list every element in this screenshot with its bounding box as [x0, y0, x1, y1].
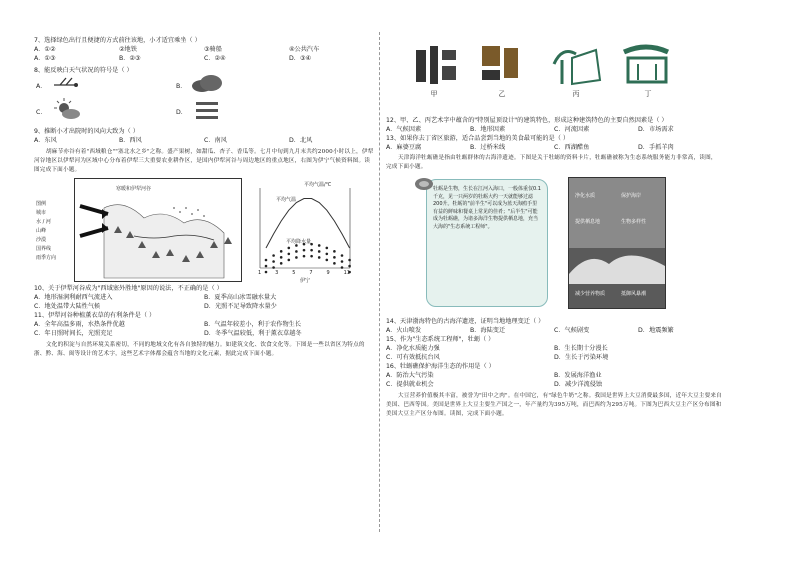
sun-cloud-icon [52, 97, 82, 123]
q7-options-a: A．①② ②地铁 ③骑船 ④公共汽车 [34, 46, 320, 53]
q12-options: A．气候因素 B．地形因素 C．河流因素 D．市场需求 [386, 126, 674, 133]
rain-dot [326, 247, 329, 250]
q7-options-b: A．①③ B．②③ C．②④ D．③④ [34, 55, 312, 62]
rain-dot [348, 259, 351, 262]
fog-icon [194, 99, 220, 121]
rain-dot [303, 249, 306, 252]
q11-options-a: A．全年高温多雨，水热条件优越 B．气温年较差小，利于农作物生长 [34, 321, 302, 328]
yili-map [74, 178, 242, 282]
cloud-icon [190, 73, 224, 93]
rain-dot [288, 259, 291, 262]
art-qian [482, 46, 518, 80]
rain-dot [303, 255, 306, 258]
q10-options-b: C．地处温带大陆性气候 D．光照不足导致降水量少 [34, 303, 277, 310]
q14-options: A．火山喷发 B．海陆变迁 C．气候剧变 D．地震频繁 [386, 327, 674, 334]
rain-dot [341, 266, 344, 269]
rain-dot [318, 256, 321, 259]
rain-dot [295, 256, 298, 259]
map-figure [34, 178, 374, 284]
question-9: 9、推断小才出院时的风向大致为（ ） [34, 128, 139, 135]
rain-dot [310, 255, 313, 258]
rain-dot [272, 260, 275, 263]
q11-options-b: C．年日照时间长，光照充足 D．冬季气温较低，利于薰衣草越冬 [34, 330, 302, 337]
oyster-reef-icon [569, 244, 665, 284]
temp-label: 平均气温 [276, 197, 297, 203]
rain-dot [272, 266, 275, 269]
passage-culture: 文化的积淀与自然环境关系密切，不同的地域文化有各自独特的魅力。如建筑文化、饮食文化等。下图是一些以省区为特点的浙、黔、海、闽等设计的艺术字，这些艺术字体都会蕴含当地的文化元素，据此完成下面小题。 [34, 342, 365, 357]
left-column [34, 36, 374, 359]
climate-chart [246, 178, 370, 282]
rain-dot [272, 254, 275, 257]
rain-dot [348, 265, 351, 268]
q10-options-a: A．地形湿润利耐西气流进入 B．夏季高山冰雪融水量大 [34, 294, 277, 301]
q16-options-a: A．防治大气污染 B．发展海洋渔业 [386, 372, 602, 379]
rain-dot [280, 250, 283, 253]
question-8: 8、能反映白天气状况的符号是（ ） [34, 67, 133, 74]
q15-options-b: C．可有效抵抗台风 D．生长于污染环境 [386, 354, 609, 361]
q8-weather-options: A． B． C． D． [34, 75, 374, 127]
svg-text:丁: 丁 [644, 90, 652, 98]
oyster-figure [386, 175, 722, 317]
rain-dot [326, 253, 329, 256]
question-12: 12、甲、乙、丙艺术字中蕴含的"特别屋顶设计"的建筑特色，形成这种建筑特色的主要自然因素是（ ） [386, 117, 668, 124]
calligraphy-art [386, 40, 722, 98]
svg-text:寒暖和伊犁河谷: 寒暖和伊犁河谷 [116, 186, 152, 192]
oyster-info-card: 牡蛎是生物，生长在江河入海口，一般体重仅0.1千克，见一只两岁的牡蛎大约一天就能够过滤200升。牡蛎的"前半生"可以成为蓝天海鸥手里有益的鲜味和餐桌上常见的佳肴；"后半生"可能成为牡蛎礁，为诸多海洋生物提供栖息地，充当大海的"生态系统工程师"。 [426, 179, 548, 307]
rain-dot [310, 249, 313, 252]
rain-dot [288, 253, 291, 256]
svg-text:丙: 丙 [572, 90, 580, 98]
passage-yili: 胡麻节亦谷有着"西域粮仓""塞北水之乡"之称。盛产果树，如甜瓜、杏子、香瓜等。七月中旬到九月末共约2000小时以上，伊犁河谷地区以伊犁河为区域中心分布着伊犁三大重要农业耕作区，是国内伊犁河谷与周边地区的重点地区，右图为伊宁气候资料图。读图完成下面小题。 [34, 149, 374, 173]
oyster-icon [414, 175, 434, 193]
question-10: 10、关于伊犁河谷成为"西域塞外胜地"原因的说法，不正确的是（ ） [34, 285, 223, 292]
rainfall-marks [265, 243, 351, 273]
rain-dot [318, 244, 321, 247]
q9-options: A．东风 B．西风 C．南风 D．北风 [34, 137, 313, 144]
city-label: 伊宁 [300, 278, 311, 284]
question-13: 13、如果你去丁省区旅游，适合品尝到当地的美食最可能的是（ ） [386, 135, 570, 142]
passage-soybean: 大豆营养价值极其丰富，被誉为"田中之肉"。在中国它，有"绿色牛奶"之称。我国是世界上大豆消费最多国，近年大豆主要来自美国、巴西等国。美国是世界上大豆主要生产国之一，年产量约为395万吨，而巴西约为295万吨。下图为巴西大豆主产区分布图和美国大豆主产区分布图。读图，完成下面小题。 [386, 393, 722, 417]
rain-dot [333, 256, 336, 259]
q16-options-b: C．提供就业机会 D．减少洋流侵蚀 [386, 381, 603, 388]
art-min [624, 47, 668, 82]
art-qiong [554, 50, 600, 84]
rain-dot [326, 259, 329, 262]
month-axis: 1 3 5 7 9 11 [258, 270, 350, 276]
right-column [386, 40, 722, 419]
map-legend: 图例 城市 水 / 河 山峰 沙漠 国界线 雨季方向 [36, 201, 57, 261]
oyster-poster: 净化水质 保护海岸 提供栖息地 生物多样性 减少营养物质 抵御风暴潮 [568, 177, 666, 309]
q15-options-a: A．净化水质能力强 B．生长期十分漫长 [386, 345, 608, 352]
rain-dot [333, 262, 336, 265]
rain-dot [280, 262, 283, 265]
question-14: 14、天津渤海特色的古海洋遗迹，证明当地地理变迁（ ） [386, 318, 545, 325]
rain-dot [341, 260, 344, 263]
rain-dot [265, 259, 268, 262]
rain-dot [295, 250, 298, 253]
svg-text:乙: 乙 [498, 90, 506, 98]
rain-dot [265, 265, 268, 268]
rain-dot [341, 254, 344, 257]
question-11: 11、伊犁河谷种植薰衣草的有利条件是（ ） [34, 312, 156, 319]
question-16: 16、牡蛎礁保护海洋生态的作用是（ ） [386, 363, 495, 370]
rain-dot [288, 247, 291, 250]
q13-options: A．麻婆豆腐 B．过桥米线 C．西湖醋鱼 D．手抓羊肉 [386, 144, 674, 151]
column-divider [379, 32, 380, 532]
rain-dot [318, 250, 321, 253]
passage-oyster: 天津海洋牡蛎礁是指由牡蛎群体的古海洋遗迹。下图是关于牡蛎的资料卡片，牡蛎礁被称为生态系统服务能力非常高，读图，完成下面小题。 [386, 155, 717, 170]
art-zhe [416, 46, 456, 84]
question-15: 15、作为"生态系统工程师"，牡蛎（ ） [386, 336, 495, 343]
wind-symbol-icon [52, 75, 80, 93]
question-7: 7、选择绿色出行且便捷的方式前往该地，小才适宜乘坐（ ） [34, 37, 201, 44]
chart-right-unit: 平均气温/℃ [304, 182, 332, 188]
rain-dot [280, 256, 283, 259]
rain-label: 平均降水量 [286, 239, 312, 245]
svg-text:甲: 甲 [430, 90, 438, 98]
rain-dot [333, 250, 336, 253]
